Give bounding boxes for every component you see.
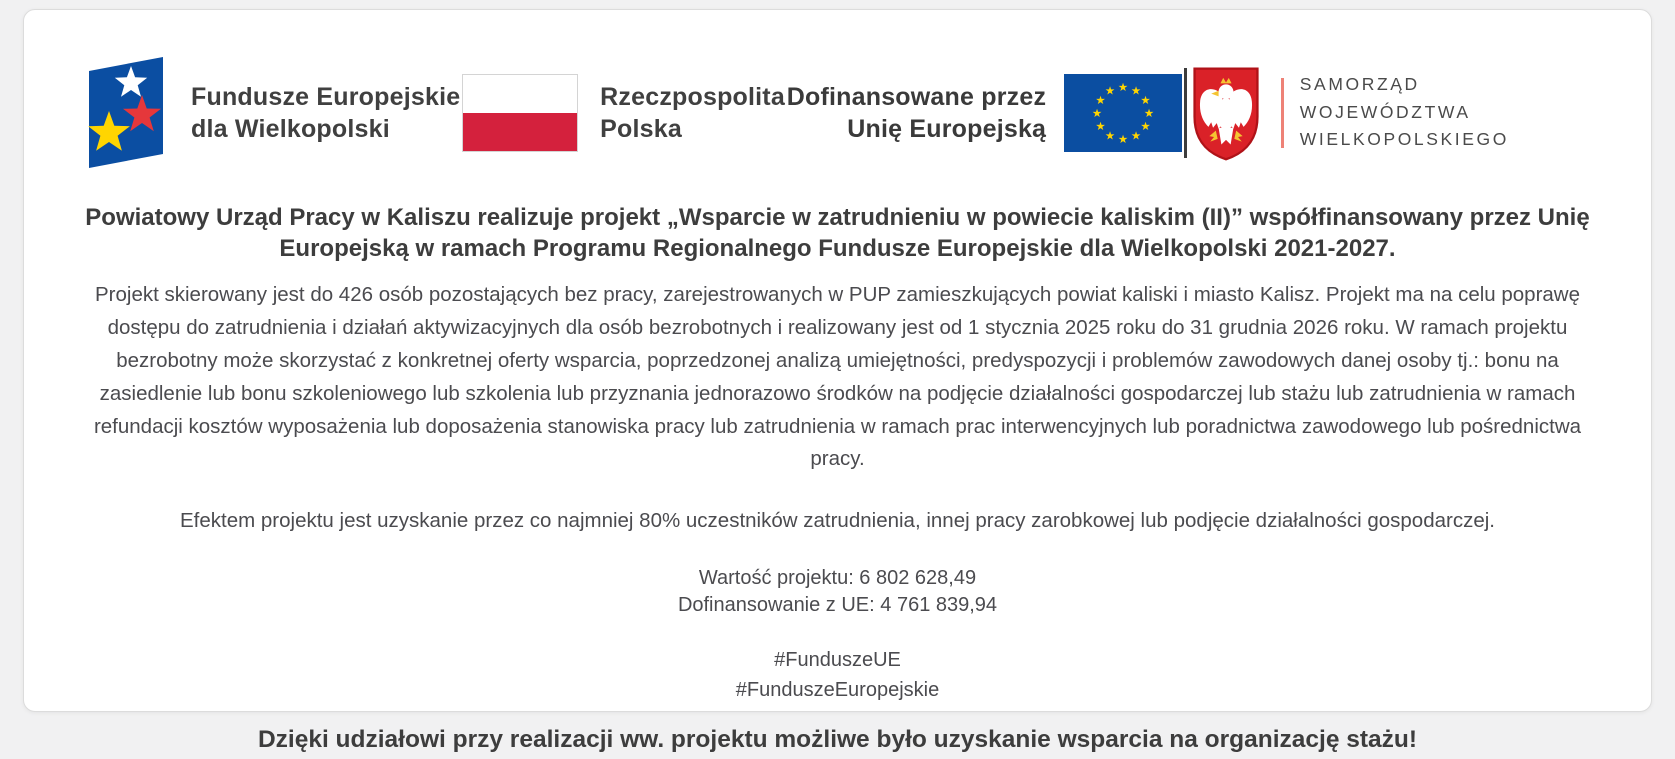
poland-logo-label: [600, 81, 785, 145]
vertical-divider: [1184, 68, 1187, 158]
eu-funding-line2: Unię Europejską: [847, 114, 1047, 143]
project-values: [66, 565, 1609, 619]
svg-text:★: ★: [1095, 92, 1106, 107]
samorzad-label: [1300, 71, 1509, 154]
logo-samorzad-wielkopolski: [1189, 63, 1509, 163]
samorzad-line2: WOJEWÓDZTWA: [1299, 101, 1471, 122]
fe-logo-line1: Fundusze Europejskie: [191, 82, 461, 111]
hashtags: [66, 645, 1609, 705]
svg-text:★: ★: [1105, 83, 1116, 97]
logo-eu-funding: [787, 74, 1182, 152]
poland-logo-line2: Polska: [600, 114, 682, 143]
eu-funding-line1: Dofinansowane przez: [786, 82, 1047, 111]
logo-strip: [24, 10, 1651, 175]
project-funding-line: Dofinansowanie z UE: 4 761 839,94: [677, 594, 998, 617]
hashtag-fundusze-ue: #FunduszeUE: [774, 649, 901, 672]
svg-text:★: ★: [1118, 131, 1129, 146]
svg-text:★: ★: [1105, 128, 1116, 142]
project-heading: Powiatowy Urząd Pracy w Kaliszu realizuje projekt „Wsparcie w zatrudnieniu w powiecie kaliskim (II)” współfinansowany przez Unię Europejską w ramach Programu Regionalnego Fundusze Europejskie dla Wielkopolski 2021-2027.: [85, 204, 1590, 262]
project-effect-paragraph: Efektem projektu jest uzyskanie przez co najmniej 80% uczestników zatrudnienia, innej pracy zarobkowej lub podjęcie działalności gospodarczej.: [180, 509, 1495, 533]
samorzad-line1: SAMORZĄD: [1299, 74, 1420, 95]
project-value-line: Wartość projektu: 6 802 628,49: [698, 567, 977, 590]
svg-text:★: ★: [1144, 105, 1155, 120]
fe-logo-line2: dla Wielkopolski: [191, 114, 390, 143]
eu-flag-icon: [1064, 74, 1182, 152]
closing-statement: Dzięki udziałowi przy realizacji ww. projektu możliwe było uzyskanie wsparcia na organizację stażu!: [257, 726, 1418, 754]
samorzad-line3: WIELKOPOLSKIEGO: [1299, 129, 1509, 150]
hashtag-fundusze-europejskie: #FunduszeEuropejskie: [735, 679, 940, 702]
poland-logo-line1: Rzeczpospolita: [600, 82, 785, 111]
logo-rzeczpospolita-polska: [462, 74, 785, 152]
svg-text:★: ★: [1131, 83, 1142, 97]
svg-text:★: ★: [1118, 79, 1129, 94]
svg-text:★: ★: [1092, 105, 1103, 120]
project-description: [24, 203, 1651, 754]
svg-text:★: ★: [1095, 118, 1106, 133]
project-paragraph: Projekt skierowany jest do 426 osób pozostających bez pracy, zarejestrowanych w PUP zamieszkujących powiat kaliski i miasto Kalisz. Projekt ma na celu poprawę dostępu do zatrudnienia i działań aktywizacyjnych dla osób bezrobotnych i realizowany jest od 1 stycznia 2025 roku do 31 grudnia 2026 roku. W ramach projektu bezrobotny może skorzystać z konkretnej oferty wsparcia, poprzedzonej analizą umiejętności, predyspozycji i problemów zawodowych danej osoby tj.: bonu na zasiedlenie lub bonu szkoleniowego lub szkolenia lub przyznania jednorazowo środków na podjęcie działalności gospodarczej lub stażu lub zatrudnienia w ramach refundacji kosztów wyposażenia lub doposażenia stanowiska pracy lub zatrudnienia w ramach prac interwencyjnych lub poradnictwa zawodowego lub pośrednictwa pracy.: [93, 283, 1582, 471]
wielkopolska-crest-icon: [1189, 63, 1263, 163]
logo-fundusze-europejskie: [79, 55, 460, 170]
eu-funding-label: [787, 81, 1046, 145]
crest-accent-line: [1281, 78, 1284, 148]
svg-text:★: ★: [1140, 92, 1151, 107]
svg-text:★: ★: [1131, 128, 1142, 142]
svg-text:★: ★: [1140, 118, 1151, 133]
fe-flag-icon: [79, 55, 171, 170]
poland-flag-icon: [462, 74, 578, 152]
project-info-card: [23, 9, 1652, 754]
fe-logo-label: [191, 81, 460, 145]
